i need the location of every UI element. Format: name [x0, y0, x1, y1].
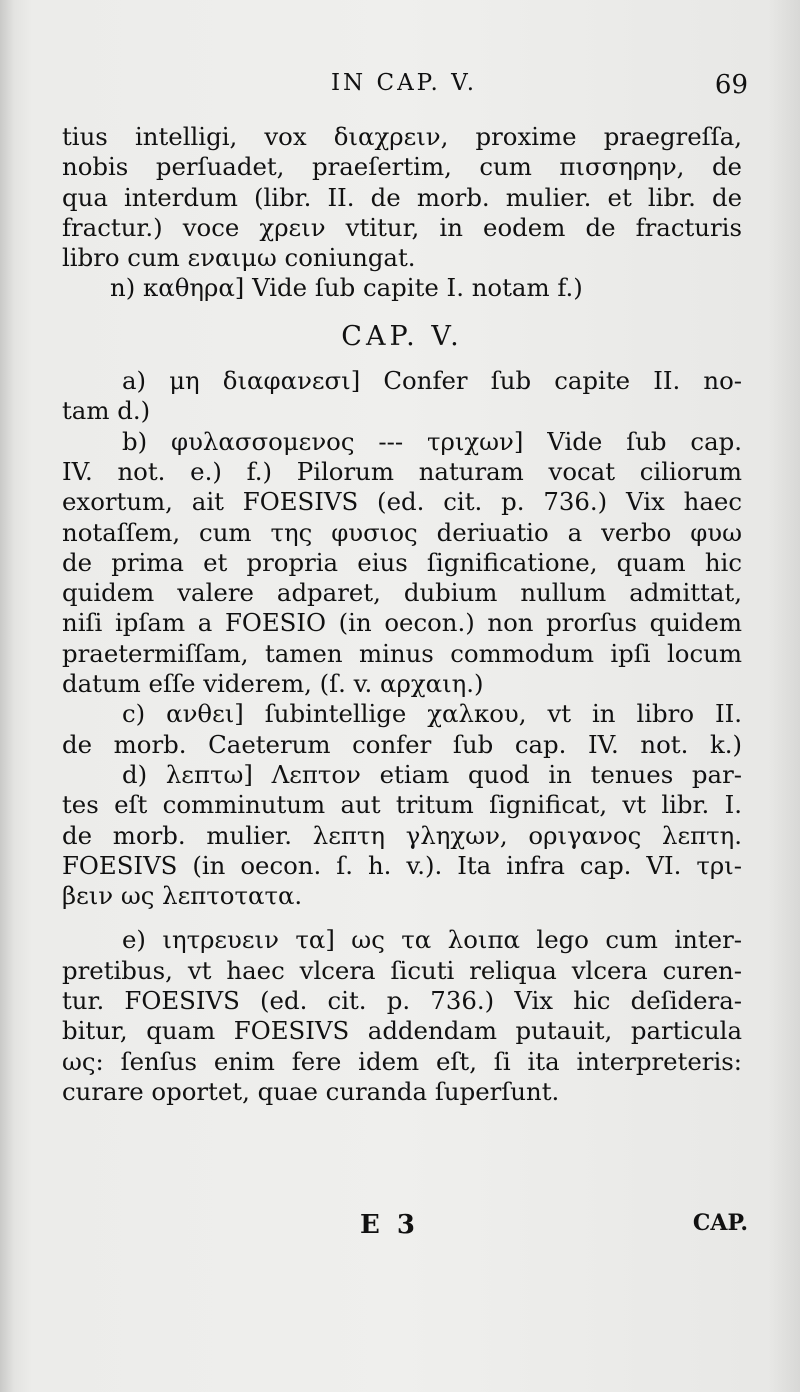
running-head: IN CAP. V.	[330, 70, 478, 96]
text-line: fractur.) voce χρειν vtitur, in eodem de fracturis	[62, 212, 742, 242]
text-line: tur. FOESIVS (ed. cit. p. 736.) Vix hic deſidera-	[62, 986, 742, 1016]
text-line: bitur, quam FOESIVS addendam putauit, particula	[62, 1016, 742, 1046]
text-line: βειν ως λεπτοτατα.	[62, 881, 303, 911]
text-line: pretibus, vt haec vlcera ſicuti reliqua vlcera curen-	[62, 955, 742, 985]
text-line: tam d.)	[62, 396, 151, 426]
note-n: n) καθηρα] Vide ſub capite I. notam f.)	[110, 273, 583, 303]
note-e: e) ιητρευειν τα] ως τα λοιπα lego cum inter-	[122, 925, 742, 955]
text-line: FOESIVS (in oecon. ſ. h. v.). Ita infra cap. VI. τρι-	[62, 850, 742, 880]
text-line: datum eſſe viderem, (ſ. v. αρχαιη.)	[62, 669, 484, 699]
text-line: qua interdum (libr. II. de morb. mulier. et libr. de	[62, 182, 742, 212]
page-header	[60, 66, 748, 106]
page-gutter-shadow	[0, 0, 14, 1392]
body-text	[62, 122, 742, 1107]
text-line: notaſſem, cum της φυσιος deriuatio a verbo φυω	[62, 517, 742, 547]
text-line: de morb. mulier. λεπτη γληχων, οριγανος λεπτη.	[62, 820, 742, 850]
note-d: d) λεπτω] Λεπτον etiam quod in tenues par-	[122, 759, 742, 789]
text-line: tius intelligi, vox διαχρειν, proxime praegreſſa,	[62, 122, 742, 151]
text-line: nobis perſuadet, praeſertim, cum πισσηρην, de	[62, 152, 742, 182]
text-line: IV. not. e.) f.) Pilorum naturam vocat ciliorum	[62, 456, 742, 486]
text-line: praetermiſſam, tamen minus commodum ipſi locum	[62, 638, 742, 668]
note-b: b) φυλασσομενος --- τριχων] Vide ſub cap.	[122, 426, 742, 456]
text-line: tes eſt comminutum aut tritum ſignificat, vt libr. I.	[62, 790, 742, 820]
signature-mark: E 3	[360, 1210, 419, 1240]
note-c: c) ανθει] ſubintellige χαλκου, vt in libro II.	[122, 699, 742, 729]
page-footer	[60, 1210, 748, 1250]
page-number: 69	[714, 70, 748, 100]
text-line: de prima et propria eius ſignificatione, quam hic	[62, 547, 742, 577]
text-line: quidem valere adparet, dubium nullum admittat,	[62, 578, 742, 608]
note-a: a) μη διαφανεσι] Confer ſub capite II. no-	[122, 366, 742, 396]
text-line: de morb. Caeterum confer ſub cap. IV. not. k.)	[62, 729, 742, 759]
text-line: ως: ſenſus enim fere idem eſt, ſi ita interpreteris:	[62, 1046, 742, 1076]
text-line: niſi ipſam a FOESIO (in oecon.) non prorſus quidem	[62, 608, 742, 638]
text-line: curare oportet, quae curanda ſuperſunt.	[62, 1076, 560, 1106]
section-heading: CAP. V.	[341, 320, 463, 352]
catchword: CAP.	[692, 1210, 748, 1236]
text-line: exortum, ait FOESIVS (ed. cit. p. 736.) Vix haec	[62, 487, 742, 517]
text-line: libro cum εναιμω coniungat.	[62, 243, 416, 273]
paragraph-gap	[62, 911, 742, 925]
